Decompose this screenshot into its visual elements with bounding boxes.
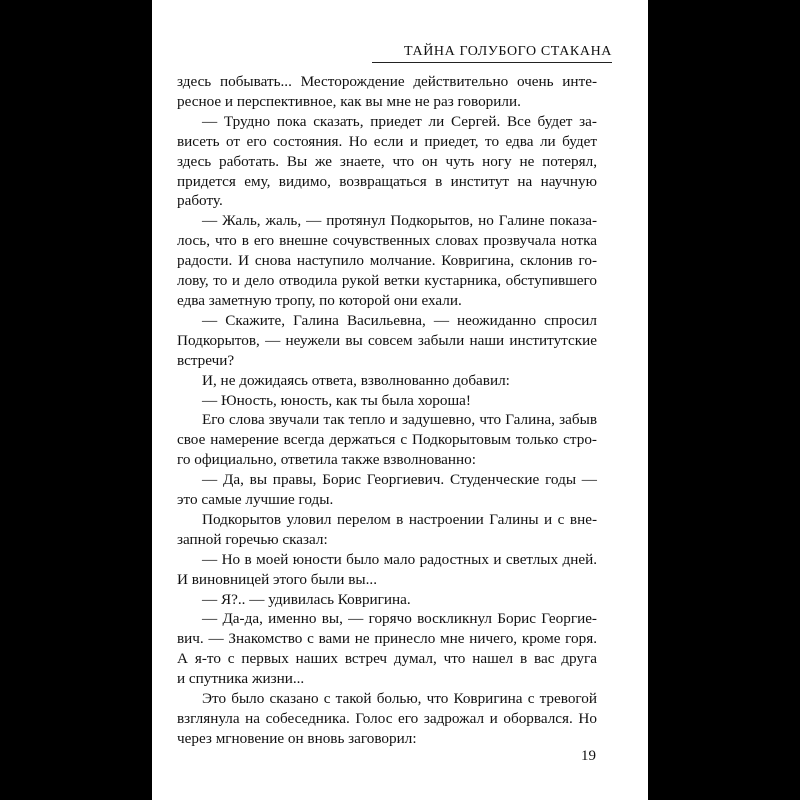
running-head	[372, 42, 612, 60]
text-line: и спутника жизни...	[177, 670, 305, 688]
left-black-border	[0, 0, 152, 800]
text-line: придется ему, видимо, возвращаться в институт на научную	[177, 172, 597, 190]
running-head-rule	[372, 62, 612, 63]
text-line: радости. И снова наступило молчание. Ковригина, склонив го-	[177, 252, 597, 270]
text-line: встречи?	[177, 351, 235, 369]
text-line: А я-то с первых наших встреч думал, что нашел в вас друга	[177, 650, 597, 668]
text-line: — Трудно пока сказать, приедет ли Сергей. Все будет за-	[202, 112, 597, 130]
text-line: Подкорытов уловил перелом в настроении Галины и с вне-	[202, 510, 597, 528]
text-line: запной горечью сказал:	[177, 530, 328, 548]
text-line: взглянула на собеседника. Голос его задрожал и оборвался. Но	[177, 710, 597, 727]
right-black-border	[648, 0, 800, 800]
text-line: здесь побывать... Месторождение действительно очень инте-	[177, 73, 597, 90]
text-line: висеть от его состояния. Но если и приедет, то едва ли будет	[177, 132, 597, 150]
text-line: через мгновение он вновь заговорил:	[177, 729, 417, 747]
text-line: И, не дожидаясь ответа, взволнованно добавил:	[202, 371, 510, 389]
body-text	[177, 72, 597, 749]
text-line: лось, что в его внешне сочувственных словах прозвучала нотка	[177, 232, 597, 250]
text-line: едва заметную тропу, по которой они ехали.	[177, 291, 462, 309]
text-line: работу.	[177, 192, 223, 210]
running-head-title: ТАЙНА ГОЛУБОГО СТАКАНА	[404, 44, 612, 59]
text-line: Это было сказано с такой болью, что Ковригина с тревогой	[202, 690, 597, 708]
text-line: здесь работать. Вы же знаете, что он чуть ногу не потерял,	[177, 152, 597, 170]
text-line: Его слова звучали так тепло и задушевно, что Галина, забыв	[202, 411, 597, 429]
book-page	[152, 0, 648, 800]
text-line: — Да, вы правы, Борис Георгиевич. Студенческие годы —	[202, 471, 597, 489]
text-line: И виновницей этого были вы...	[177, 570, 377, 588]
text-line: — Да-да, именно вы, — горячо воскликнул Борис Георгие-	[202, 610, 597, 628]
text-line: го официально, ответила также взволнованно:	[177, 451, 476, 469]
text-line: вич. — Знакомство с вами не принесло мне ничего, кроме горя.	[177, 630, 597, 648]
text-line: Подкорытов, — неужели вы совсем забыли наши институтские	[177, 331, 597, 349]
text-line: это самые лучшие годы.	[177, 491, 334, 509]
text-line: ресное и перспективное, как вы мне не раз говорили.	[177, 92, 521, 110]
text-line: — Жаль, жаль, — протянул Подкорытов, но Галине показа-	[202, 212, 597, 230]
text-line: — Скажите, Галина Васильевна, — неожиданно спросил	[202, 311, 597, 329]
text-line: — Я?.. — удивилась Ковригина.	[202, 590, 411, 608]
text-line: — Юность, юность, как ты была хороша!	[202, 391, 471, 409]
text-line: лову, то и дело отводила рукой ветки кустарника, обступившего	[177, 272, 597, 290]
text-line: свое намерение всегда держаться с Подкорытовым только стро-	[177, 431, 597, 449]
text-line: — Но в моей юности было мало радостных и светлых дней.	[202, 550, 597, 568]
page-number: 19	[581, 748, 596, 764]
